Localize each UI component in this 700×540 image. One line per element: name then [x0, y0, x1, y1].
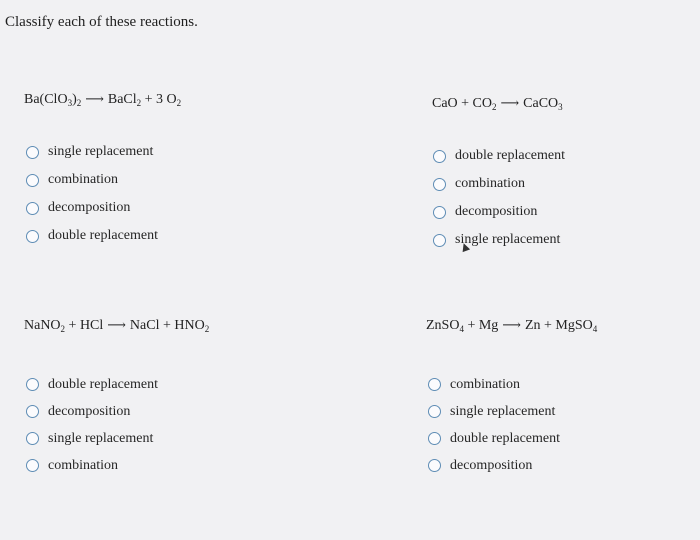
- reaction-arrow-icon: ⟶: [500, 95, 520, 110]
- option-combination[interactable]: combination: [26, 166, 181, 194]
- radio-button[interactable]: [433, 234, 446, 247]
- radio-button[interactable]: [428, 378, 441, 391]
- reaction-arrow-icon: ⟶: [85, 91, 104, 106]
- reaction-question-2: [432, 93, 565, 254]
- option-double-replacement[interactable]: double replacement: [433, 142, 565, 170]
- reaction-arrow-icon: ⟶: [107, 317, 126, 332]
- reaction-equation: $Ba(ClO_3)_2$ ⟶ BaCl$_2$ + 3 $O_2$: [24, 91, 182, 108]
- radio-button[interactable]: [26, 146, 39, 159]
- radio-button[interactable]: [433, 206, 446, 219]
- radio-button[interactable]: [26, 459, 39, 472]
- radio-button[interactable]: [26, 405, 39, 418]
- radio-button[interactable]: [26, 230, 39, 243]
- answer-options: [433, 142, 565, 254]
- option-double-replacement[interactable]: double replacement: [26, 222, 181, 250]
- option-single-replacement[interactable]: single replacement: [433, 226, 565, 254]
- option-single-replacement[interactable]: single replacement: [26, 138, 181, 166]
- question-prompt: Classify each of these reactions.: [5, 14, 198, 30]
- radio-button[interactable]: [26, 202, 39, 215]
- radio-button[interactable]: [26, 432, 39, 445]
- option-decomposition[interactable]: decomposition: [26, 398, 209, 425]
- answer-options: [428, 371, 597, 479]
- reaction-equation: NaNO$_2$ + HCl ⟶ NaCl + $HNO_2$: [24, 317, 210, 334]
- option-decomposition[interactable]: decomposition: [433, 198, 565, 226]
- reaction-equation: ZnSO$_4$ + Mg ⟶ Zn + MgSO$_4$: [426, 317, 598, 334]
- radio-button[interactable]: [26, 378, 39, 391]
- option-combination[interactable]: combination: [26, 452, 209, 479]
- radio-button[interactable]: [433, 150, 446, 163]
- option-decomposition[interactable]: decomposition: [26, 194, 181, 222]
- option-combination[interactable]: combination: [428, 371, 597, 398]
- option-single-replacement[interactable]: single replacement: [428, 398, 597, 425]
- answer-options: [26, 371, 209, 479]
- reaction-equation: CaO + $CO_2$ ⟶ CaCO$_3$: [432, 95, 563, 112]
- radio-button[interactable]: [428, 459, 441, 472]
- radio-button[interactable]: [26, 174, 39, 187]
- radio-button[interactable]: [428, 405, 441, 418]
- reaction-arrow-icon: ⟶: [502, 317, 521, 332]
- answer-options: [26, 138, 181, 250]
- reaction-question-4: [426, 315, 597, 479]
- option-single-replacement[interactable]: single replacement: [26, 425, 209, 452]
- option-double-replacement[interactable]: double replacement: [428, 425, 597, 452]
- reaction-question-3: [24, 315, 209, 479]
- option-combination[interactable]: combination: [433, 170, 565, 198]
- reaction-question-1: [24, 89, 181, 250]
- option-double-replacement[interactable]: double replacement: [26, 371, 209, 398]
- radio-button[interactable]: [433, 178, 446, 191]
- radio-button[interactable]: [428, 432, 441, 445]
- option-decomposition[interactable]: decomposition: [428, 452, 597, 479]
